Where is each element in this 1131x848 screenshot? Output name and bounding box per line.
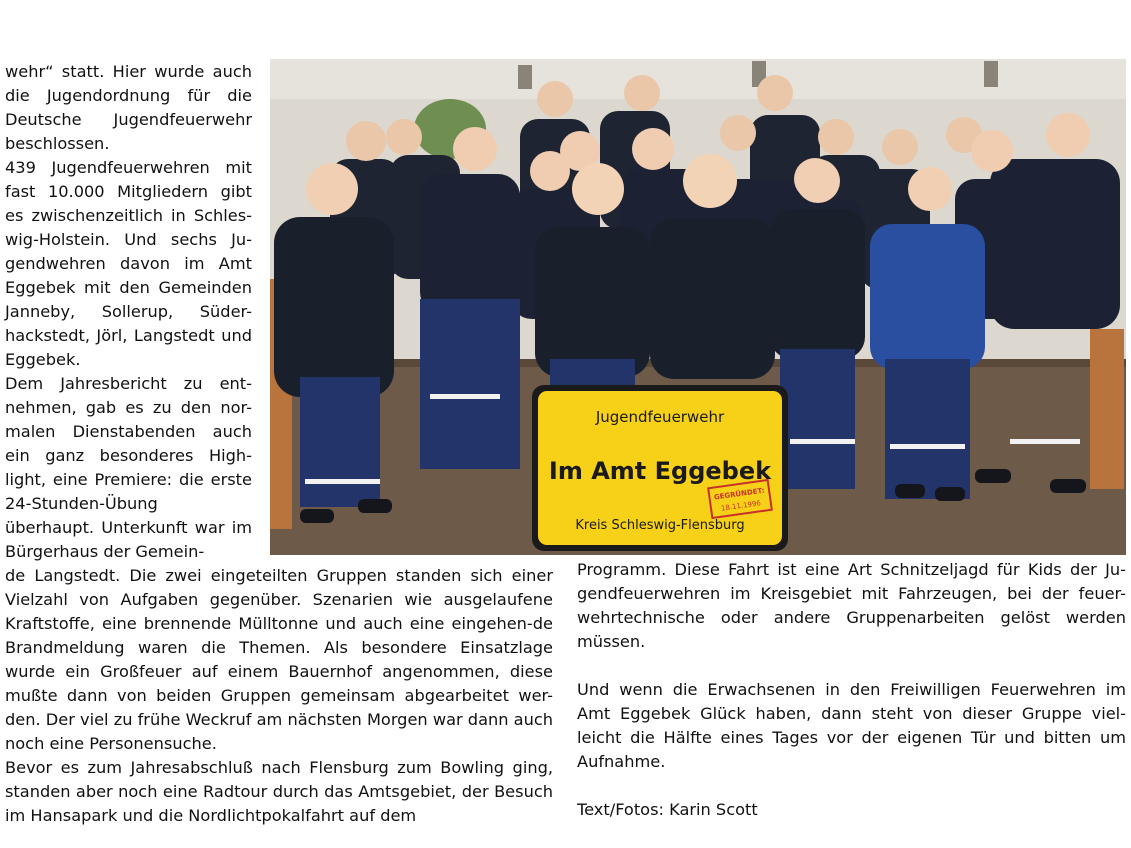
group-photo [270,59,1126,555]
paragraph: 439 Jugendfeuerwehren mit fast 10.000 Mitgliedern gibt es zwischenzeitlich in Schles-wig-Holstein. Und sechs Ju-gendwehren davon im Amt Eggebek mit den Gemeinden Janneby, Sollerup, Süder-hackstedt, Jörl, Langstedt und Eggebek. [5,158,252,369]
article-column-left-top [5,60,252,564]
article-column-right [577,558,1126,822]
sign-line-3: Kreis Schleswig-Flensburg [575,518,745,533]
paragraph: de Langstedt. Die zwei eingeteilten Gruppen standen sich einer Vielzahl von Aufgaben gegenüber. Szenarien wie ausgelaufene Kraftstoffe, eine brennende Mülltonne und auch eine eingehen-de Brandmeldung waren die Themen. Als besondere Einsatzlage wurde ein Großfeuer auf einem Bauernhof angenommen, diese mußte dann von beiden Gruppen gemeinsam abgearbeitet wer-den. Der viel zu frühe Weckruf am nächsten Morgen war dann auch noch eine Personensuche. [5,566,553,753]
author-credit: Text/Fotos: Karin Scott [577,800,758,819]
paragraph: Bevor es zum Jahresabschluß nach Flensburg zum Bowling ging, standen aber noch eine Radtour durch das Amtsgebiet, der Besuch im Hansapark und die Nordlichtpokalfahrt auf dem [5,758,553,825]
sign-line-2: Im Amt Eggebek [548,457,772,485]
paragraph: Programm. Diese Fahrt ist eine Art Schnitzeljagd für Kids der Ju-gendfeuerwehren im Kreisgebiet mit Fahrzeugen, bei der feuer-wehrtechnische oder andere Gruppenarbeiten gelöst werden müssen. [577,560,1126,651]
stamp-line-1: GEGRÜNDET: [713,486,766,502]
sign-line-1: Jugendfeuerwehr [595,408,725,426]
article-column-left-bottom [5,564,553,828]
paragraph: Und wenn die Erwachsenen in den Freiwilligen Feuerwehren im Amt Eggebek Glück haben, dann steht von dieser Gruppe viel-leicht die Hälfte eines Tages vor der eigenen Tür und bitten um Aufnahme. [577,680,1126,771]
jugendfeuerwehr-sign [532,385,788,551]
stamp-line-2: 18.11.1996 [720,499,762,513]
paragraph: wehr“ statt. Hier wurde auch die Jugendordnung für die Deutsche Jugendfeuerwehr beschlossen. [5,62,252,153]
paragraph: Dem Jahresbericht zu ent-nehmen, gab es zu den nor-malen Dienstabenden auch ein ganz besonderes High-light, eine Premiere: die erste 24-Stunden-Übung überhaupt. Unterkunft war im Bürgerhaus der Gemein- [5,374,252,561]
